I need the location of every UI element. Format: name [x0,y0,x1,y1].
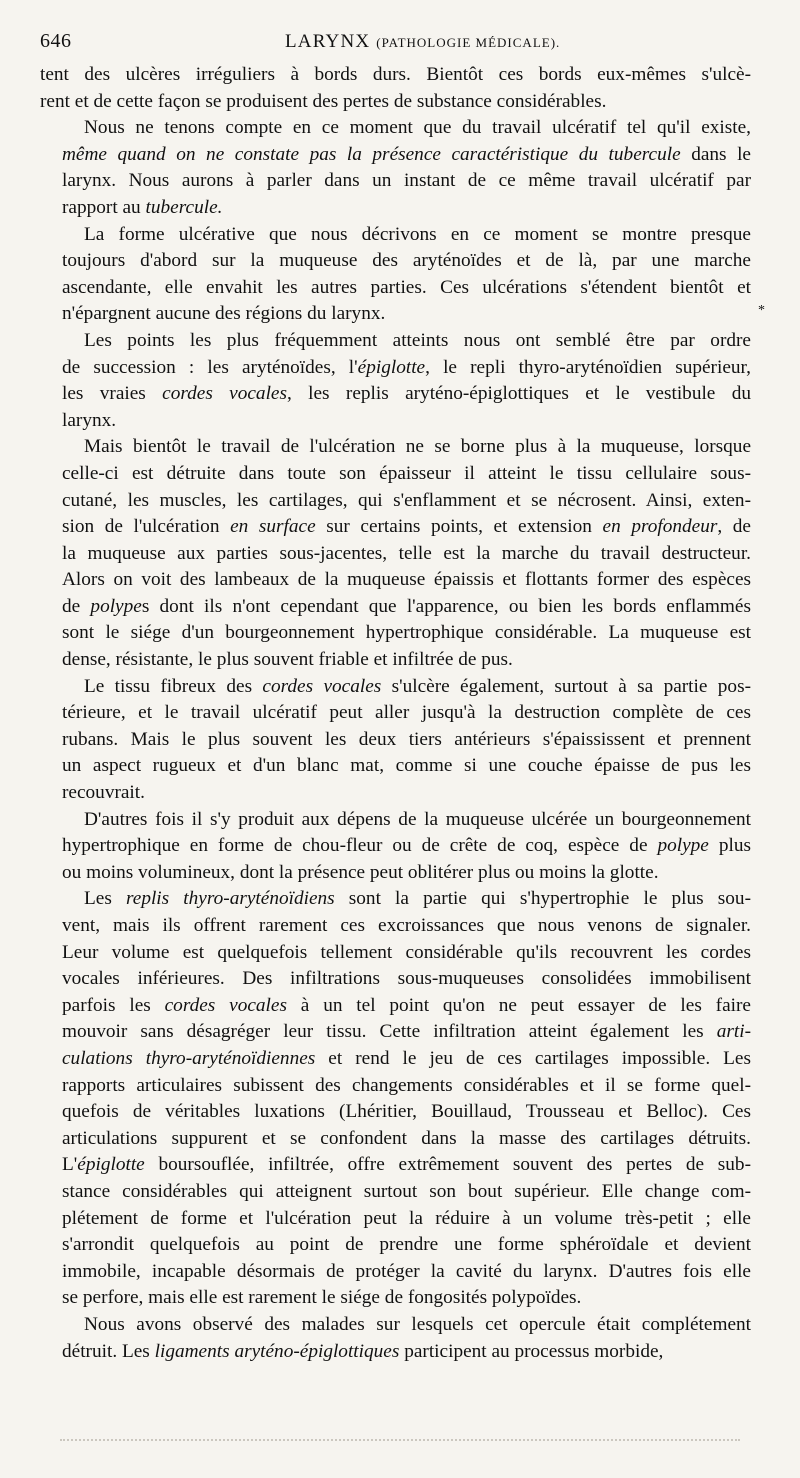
paragraph [40,807,751,887]
running-head-subtitle: (PATHOLOGIE MÉDICALE). [376,35,561,50]
text-line: s'arrondit quelquefois au point de prendre une forme sphéroïdale et devient [62,1234,751,1256]
text-line: D'autres fois il s'y produit aux dépens de la muqueuse ulcérée un bourgeonnement [84,808,751,830]
text-line: larynx. Nous aurons à parler dans un instant de ce même travail ulcératif par [62,170,751,192]
text-line: un aspect rugueux et d'un blanc mat, comme si une couche épaisse de pus les [62,755,751,777]
text-line: stance considérables qui atteignent surtout son bout supérieur. Elle change com- [62,1180,751,1202]
text-line: culations thyro-aryténoïdiennes et rend le jeu de ces cartilages impossible. Les [62,1047,751,1069]
page-header [40,30,760,60]
text-line: détruit. Les ligaments aryténo-épiglottiques participent au processus morbide, [62,1340,664,1362]
text-line: articulations suppurent et se confondent dans la masse des cartilages détruits. [62,1127,751,1149]
text-line: tent des ulcères irréguliers à bords durs. Bientôt ces bords eux-mêmes s'ulcè- [40,64,751,85]
body-text [40,62,751,1365]
text-line: même quand on ne constate pas la présence caractéristique du tubercule dans le [62,143,751,165]
text-line: toujours d'abord sur la muqueuse des aryténoïdes et de là, par une marche [62,250,751,272]
text-line: Alors on voit des lambeaux de la muqueuse épaissis et flottants former des espèces [62,569,751,591]
paragraph [40,1312,751,1365]
text-line: sont le siége d'un bourgeonnement hypertrophique considérable. La muqueuse est [62,622,751,644]
text-line: larynx. [62,409,117,431]
paragraph [40,62,751,115]
footer-rule [60,1439,740,1443]
text-line: se perfore, mais elle est rarement le siége de fongosités polypoïdes. [62,1287,582,1309]
text-line: hypertrophique en forme de chou-fleur ou de crête de coq, espèce de polype plus [62,835,751,857]
text-line: vent, mais ils offrent rarement ces excroissances que nous venons de signaler. [62,915,751,936]
text-line: cutané, les muscles, les cartilages, qui s'enflamment et se nécrosent. Ainsi, exten- [62,489,751,511]
text-line: Leur volume est quelquefois tellement considérable qu'ils recouvrent les cordes [62,941,751,963]
text-line: quefois de véritables luxations (Lhéritier, Bouillaud, Trousseau et Belloc). Ces [62,1101,751,1123]
text-line: vocales inférieures. Des infiltrations sous-muqueuses consolidées immobilisent [62,968,751,990]
text-line: de succession : les aryténoïdes, l'épiglotte, le repli thyro-aryténoïdien supérieur, [62,356,751,378]
text-line: parfois les cordes vocales à un tel point qu'on ne peut essayer de les faire [62,994,751,1016]
text-line: L'épiglotte boursouflée, infiltrée, offre extrêmement souvent des pertes de sub- [62,1154,751,1176]
paragraph [40,886,751,1312]
text-line: dense, résistante, le plus souvent friable et infiltrée de pus. [62,649,513,671]
text-line: Nous avons observé des malades sur lesquels cet opercule était complétement [84,1313,751,1335]
paragraph [40,115,751,221]
text-line: Nous ne tenons compte en ce moment que du travail ulcératif tel qu'il existe, [84,117,751,139]
paragraph [40,674,751,807]
text-line: rent et de cette façon se produisent des pertes de substance considérables. [40,90,607,112]
text-line: immobile, incapable désormais de protéger la cavité du larynx. D'autres fois elle [62,1260,751,1282]
text-line: Mais bientôt le travail de l'ulcération ne se borne plus à la muqueuse, lorsque [84,436,751,458]
text-line: ascendante, elle envahit les autres parties. Ces ulcérations s'étendent bientôt et [62,276,751,298]
paragraph [40,434,751,673]
text-line: plétement de forme et l'ulcération peut la réduire à un volume très-petit ; elle [62,1207,751,1229]
paragraph [40,328,751,434]
text-line: sion de l'ulcération en surface sur certains points, et extension en profondeur, de [62,516,751,538]
paragraph [40,222,751,328]
text-line: n'épargnent aucune des régions du larynx. [62,303,386,325]
text-line: rapports articulaires subissent des changements considérables et il se forme quel- [62,1074,751,1096]
text-line: mouvoir sans désagréger leur tissu. Cette infiltration atteint également les arti- [62,1021,751,1043]
text-line: Les points les plus fréquemment atteints nous ont semblé être par ordre [84,329,751,351]
margin-mark: * [758,303,765,318]
text-line: de polypes dont ils n'ont cependant que l'apparence, ou bien les bords enflammés [62,595,751,617]
text-line: ou moins volumineux, dont la présence peut oblitérer plus ou moins la glotte. [62,861,659,883]
text-line: les vraies cordes vocales, les replis aryténo-épiglottiques et le vestibule du [62,383,751,405]
text-line: térieure, et le travail ulcératif peut aller jusqu'à la destruction complète de ces [62,702,751,724]
running-head-title: LARYNX [285,31,371,52]
text-line: la muqueuse aux parties sous-jacentes, telle est la marche du travail destructeur. [62,542,751,564]
text-line: rubans. Mais le plus souvent les deux tiers antérieurs s'épaississent et prennent [62,728,751,750]
running-head [285,31,560,53]
text-line: Le tissu fibreux des cordes vocales s'ulcère également, surtout à sa partie pos- [84,675,751,697]
page-number: 646 [40,30,72,52]
text-line: recouvrait. [62,782,145,804]
text-line: celle-ci est détruite dans toute son épaisseur il atteint le tissu cellulaire sous- [62,462,751,484]
text-line: La forme ulcérative que nous décrivons en ce moment se montre presque [84,223,751,245]
text-line: Les replis thyro-aryténoïdiens sont la partie qui s'hypertrophie le plus sou- [84,888,751,910]
text-line: rapport au tubercule. [62,196,223,218]
